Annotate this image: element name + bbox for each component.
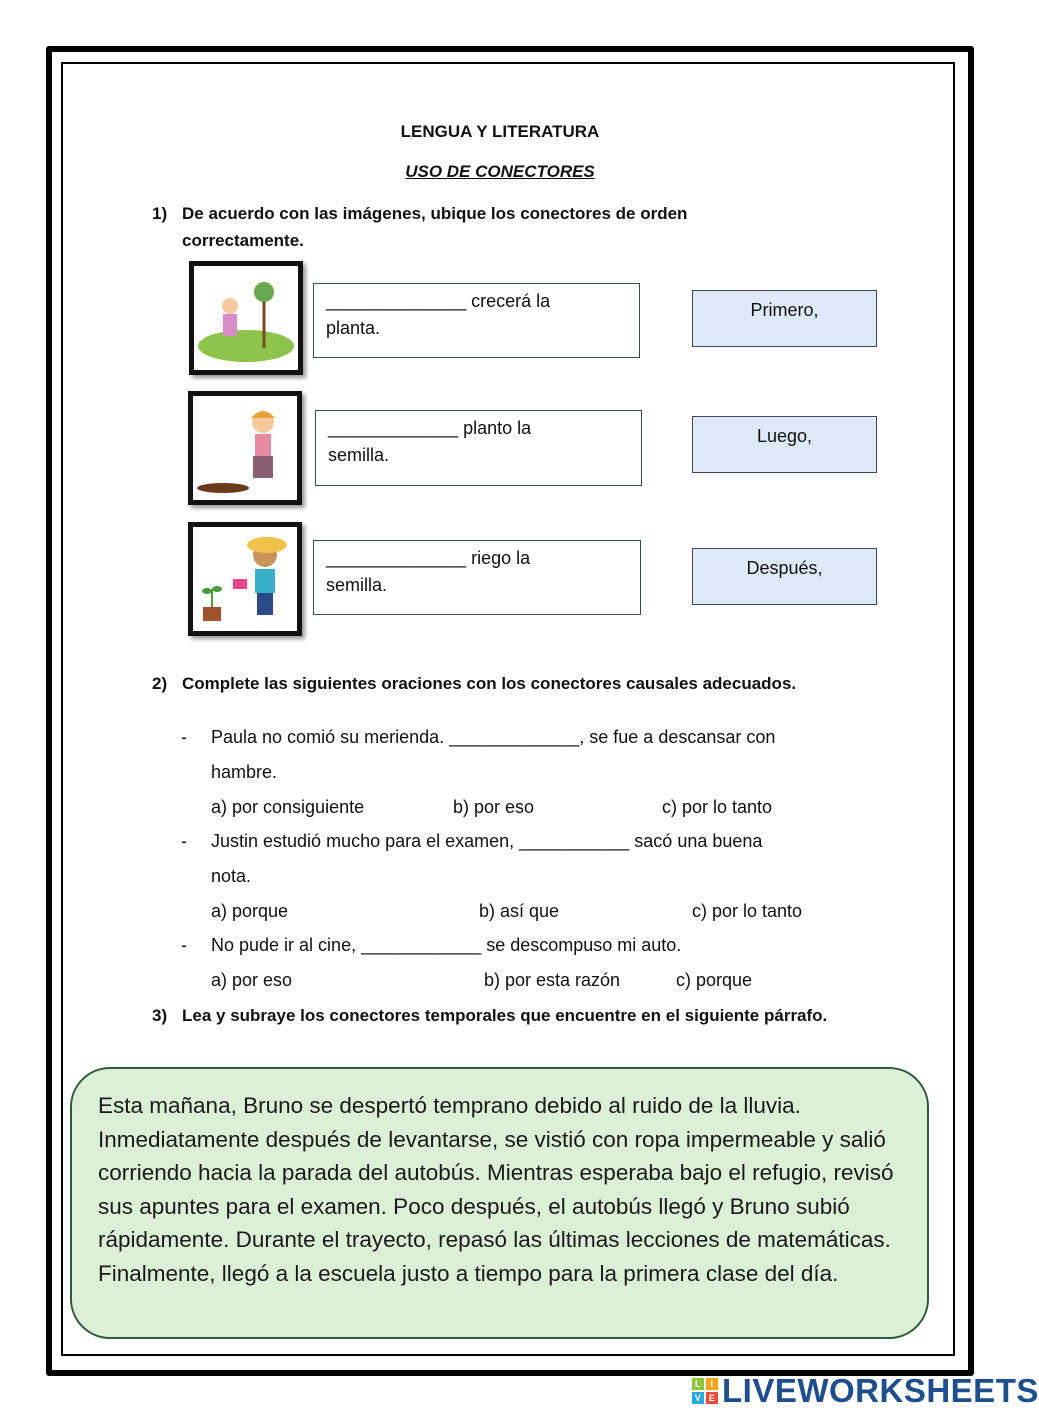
sentence-box-3[interactable] [313,540,641,615]
logo-icon [692,1378,718,1404]
q2-item1-option-a[interactable]: a) por consiguiente [211,797,365,817]
logo-letter: E [706,1392,718,1404]
dash: - [181,727,187,747]
option-primero[interactable]: Primero, [692,290,877,347]
q2-item3-option-a[interactable]: a) por eso [211,970,293,990]
q1-number: 1) [152,204,168,223]
q2-prompt: Complete las siguientes oraciones con los conectores causales adecuados. [182,674,797,693]
sentence-1-line2: planta. [326,318,381,338]
sentence-box-2[interactable] [315,410,642,486]
logo-text: LIVEWORKSHEETS [722,1372,1039,1409]
q2-item3-option-b[interactable]: b) por esta razón [484,970,621,990]
sentence-1-line1: ______________ crecerá la [326,291,551,311]
subject-title: LENGUA Y LITERATURA [400,122,600,141]
sentence-3-line2: semilla. [326,575,388,595]
liveworksheets-logo [692,1372,1039,1410]
girl-with-grown-tree-image [189,261,303,375]
q2-item2-option-b[interactable]: b) así que [479,901,560,921]
sentence-box-1[interactable] [313,283,640,358]
q2-item1-line2: hambre. [211,762,278,782]
dash: - [181,935,187,955]
sentence-2-line1: _____________ planto la [328,418,532,438]
q2-item2-option-a[interactable]: a) porque [211,901,289,921]
topic-title [0,162,1000,182]
sentence-2-line2: semilla. [328,445,390,465]
logo-letter: I [706,1378,718,1390]
reading-paragraph[interactable]: Esta mañana, Bruno se despertó temprano debido al ruido de la lluvia. Inmediatamente después de levantarse, se vistió con ropa impermeable y salió corriendo hacia la parada del autobús. Mientras esperaba bajo el refugio, revisó sus apuntes para el examen. Poco después, el autobús llegó y Bruno subió rápidamente. Durante el trayecto, repasó las últimas lecciones de matemáticas. Finalmente, llegó a la escuela justo a tiempo para la primera clase del día. [70,1067,929,1339]
sentence-3-line1: ______________ riego la [326,548,531,568]
q3-number: 3) [152,1006,168,1025]
q2-item1-option-c[interactable]: c) por lo tanto [662,797,773,817]
girl-planting-seeds-image [188,391,302,505]
topic-text: USO DE CONECTORES [405,162,595,181]
q3-prompt: Lea y subraye los conectores temporales que encuentre en el siguiente párrafo. [182,1006,828,1025]
q2-item1-line1: Paula no comió su merienda. _____________, se fue a descansar con [211,727,776,747]
option-despues[interactable]: Después, [692,548,877,605]
q2-item3-option-c[interactable]: c) porque [676,970,753,990]
q2-item3-line1: No pude ir al cine, ____________ se descompuso mi auto. [211,935,682,955]
q2-item1-option-b[interactable]: b) por eso [453,797,535,817]
option-luego[interactable]: Luego, [692,416,877,473]
logo-letter: V [692,1392,704,1404]
q2-item2-line2: nota. [211,866,252,886]
logo-letter: L [692,1378,704,1390]
boy-watering-plant-image [188,522,302,636]
q2-item2-option-c[interactable]: c) por lo tanto [692,901,803,921]
q1-prompt: De acuerdo con las imágenes, ubique los conectores de orden correctamente. [182,204,688,250]
dash: - [181,831,187,851]
q2-number: 2) [152,674,168,693]
q2-item2-line1: Justin estudió mucho para el examen, ___________ sacó una buena [211,831,763,851]
